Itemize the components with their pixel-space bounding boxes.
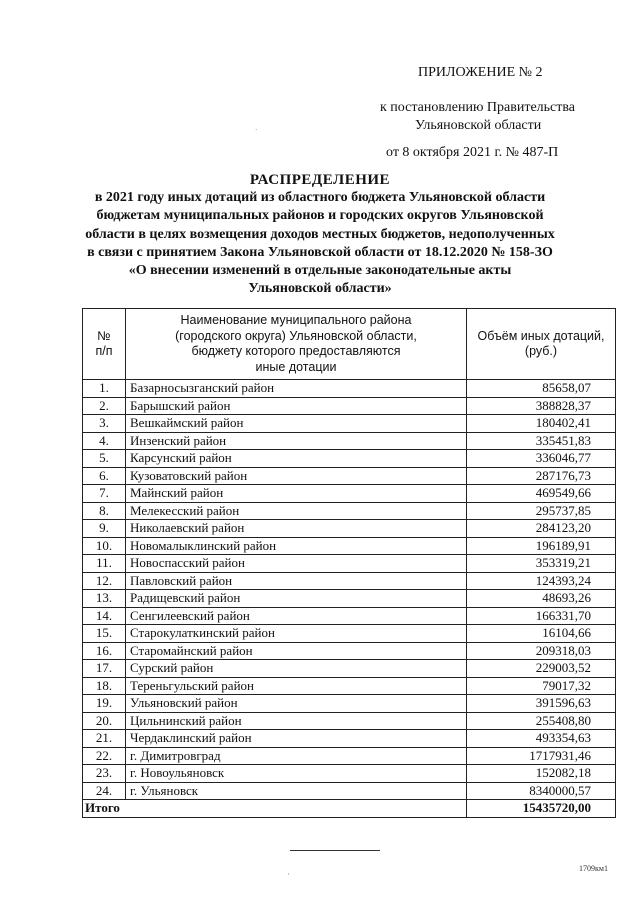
table-row [83, 782, 616, 800]
municipality-name: Тереньгульский район [126, 677, 467, 695]
row-number: 9. [83, 520, 126, 538]
row-number: 23. [83, 765, 126, 783]
header-name-line: бюджету которого предоставляются [191, 344, 401, 358]
subsidy-amount: 336046,77 [467, 450, 616, 468]
municipality-name: Базарносызганский район [126, 380, 467, 398]
subsidy-amount: 166331,70 [467, 607, 616, 625]
row-number: 11. [83, 555, 126, 573]
subsidy-amount: 124393,24 [467, 572, 616, 590]
municipality-name: Мелекесский район [126, 502, 467, 520]
table-row [83, 642, 616, 660]
scan-speck: · [255, 126, 258, 134]
header-value [467, 309, 616, 380]
row-number: 21. [83, 730, 126, 748]
subsidy-amount: 79017,32 [467, 677, 616, 695]
subsidy-amount: 335451,83 [467, 432, 616, 450]
subsidy-amount: 48693,26 [467, 590, 616, 608]
subsidy-amount: 180402,41 [467, 415, 616, 433]
row-number: 1. [83, 380, 126, 398]
distribution-table [82, 308, 616, 818]
table-row [83, 572, 616, 590]
table-row [83, 537, 616, 555]
table-row [83, 765, 616, 783]
scan-speck: · [287, 870, 290, 879]
municipality-name: Цильнинский район [126, 712, 467, 730]
footer-divider [290, 850, 380, 851]
document-title [60, 171, 580, 298]
municipality-name: Николаевский район [126, 520, 467, 538]
table-header-row [83, 309, 616, 380]
title-line: «О внесении изменений в отдельные законодательные акты [128, 263, 512, 279]
municipality-name: Старомайнский район [126, 642, 467, 660]
title-line: в 2021 году иных дотаций из областного бюджета Ульяновской области [94, 190, 546, 206]
date-number: от 8 октября 2021 г. № 487-П [386, 145, 559, 160]
row-number: 5. [83, 450, 126, 468]
municipality-name: Сенгилеевский район [126, 607, 467, 625]
appendix-label: ПРИЛОЖЕНИЕ № 2 [418, 65, 543, 80]
subsidy-amount: 493354,63 [467, 730, 616, 748]
header-value-line: (руб.) [524, 344, 558, 358]
row-number: 16. [83, 642, 126, 660]
municipality-name: Новоспасский район [126, 555, 467, 573]
subsidy-amount: 255408,80 [467, 712, 616, 730]
municipality-name: Ульяновский район [126, 695, 467, 713]
title-line: в связи с принятием Закона Ульяновской области от 18.12.2020 № 158-ЗО [87, 244, 553, 260]
subsidy-amount: 391596,63 [467, 695, 616, 713]
row-number: 6. [83, 467, 126, 485]
header-num-line: № [97, 328, 111, 343]
header-name-line: Наименование муниципального района [180, 313, 412, 327]
municipality-name: Павловский район [126, 572, 467, 590]
table-row [83, 520, 616, 538]
total-amount: 15435720,00 [467, 800, 616, 818]
municipality-name: Радищевский район [126, 590, 467, 608]
row-number: 17. [83, 660, 126, 678]
municipality-name: Майнский район [126, 485, 467, 503]
region-ref: Ульяновской области [415, 118, 542, 133]
table-row [83, 607, 616, 625]
title-line: области в целях возмещения доходов местных бюджетов, недополученных [85, 226, 555, 242]
table-row [83, 555, 616, 573]
table-row [83, 485, 616, 503]
municipality-name: Старокулаткинский район [126, 625, 467, 643]
row-number: 13. [83, 590, 126, 608]
subsidy-amount: 469549,66 [467, 485, 616, 503]
table-row [83, 712, 616, 730]
row-number: 22. [83, 747, 126, 765]
table-row [83, 450, 616, 468]
row-number: 10. [83, 537, 126, 555]
document-code: 1709км1 [579, 864, 608, 873]
subsidy-amount: 1717931,46 [467, 747, 616, 765]
municipality-name: г. Димитровград [126, 747, 467, 765]
row-number: 14. [83, 607, 126, 625]
subsidy-amount: 8340000,57 [467, 782, 616, 800]
table-row [83, 502, 616, 520]
table-row [83, 380, 616, 398]
municipality-name: Инзенский район [126, 432, 467, 450]
subsidy-amount: 388828,37 [467, 397, 616, 415]
row-number: 7. [83, 485, 126, 503]
subsidy-amount: 16104,66 [467, 625, 616, 643]
municipality-name: г. Новоульяновск [126, 765, 467, 783]
total-label: Итого [83, 800, 467, 818]
title-line: Ульяновской области» [248, 281, 392, 297]
table-row [83, 695, 616, 713]
row-number: 2. [83, 397, 126, 415]
municipality-name: Карсунский район [126, 450, 467, 468]
municipality-name: Вешкаймский район [126, 415, 467, 433]
municipality-name: Кузоватовский район [126, 467, 467, 485]
row-number: 20. [83, 712, 126, 730]
table-row [83, 397, 616, 415]
municipality-name: Чердаклинский район [126, 730, 467, 748]
table-row [83, 415, 616, 433]
resolution-ref: к постановлению Правительства [380, 100, 576, 115]
row-number: 24. [83, 782, 126, 800]
subsidy-amount: 295737,85 [467, 502, 616, 520]
title-main: РАСПРЕДЕЛЕНИЕ [249, 172, 391, 188]
municipality-name: Новомалыклинский район [126, 537, 467, 555]
row-number: 4. [83, 432, 126, 450]
table-row [83, 625, 616, 643]
row-number: 19. [83, 695, 126, 713]
table-body [83, 380, 616, 818]
subsidy-amount: 353319,21 [467, 555, 616, 573]
subsidy-amount: 209318,03 [467, 642, 616, 660]
row-number: 3. [83, 415, 126, 433]
header-value-line: Объём иных дотаций, [477, 328, 605, 343]
table-row [83, 590, 616, 608]
subsidy-amount: 196189,91 [467, 537, 616, 555]
title-line: бюджетам муниципальных районов и городских округов Ульяновской [96, 208, 544, 224]
subsidy-amount: 287176,73 [467, 467, 616, 485]
total-row [83, 800, 616, 818]
municipality-name: г. Ульяновск [126, 782, 467, 800]
subsidy-amount: 85658,07 [467, 380, 616, 398]
subsidy-amount: 152082,18 [467, 765, 616, 783]
table-row [83, 660, 616, 678]
header-num [83, 309, 126, 380]
row-number: 15. [83, 625, 126, 643]
table-row [83, 467, 616, 485]
row-number: 8. [83, 502, 126, 520]
subsidy-amount: 229003,52 [467, 660, 616, 678]
header-num-line: п/п [95, 344, 113, 358]
subsidy-amount: 284123,20 [467, 520, 616, 538]
table-row [83, 677, 616, 695]
row-number: 18. [83, 677, 126, 695]
table-row [83, 747, 616, 765]
municipality-name: Сурский район [126, 660, 467, 678]
header-name-line: (городского округа) Ульяновской области, [175, 328, 417, 343]
table-row [83, 730, 616, 748]
municipality-name: Барышский район [126, 397, 467, 415]
header-name-line: иные дотации [255, 359, 337, 374]
row-number: 12. [83, 572, 126, 590]
header-name [126, 309, 467, 380]
table-row [83, 432, 616, 450]
